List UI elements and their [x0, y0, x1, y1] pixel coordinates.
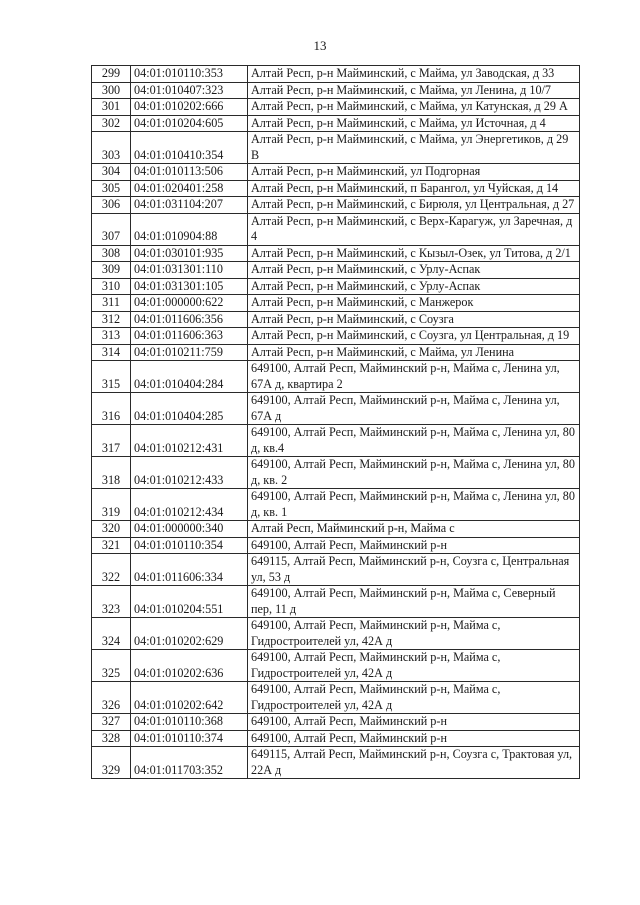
cadastral-number-cell: 04:01:010202:642 [131, 682, 248, 714]
row-number-cell: 301 [92, 99, 131, 116]
cadastral-number-cell: 04:01:010110:374 [131, 730, 248, 747]
address-cell: Алтай Респ, р-н Майминский, с Майма, ул Источная, д 4 [248, 115, 580, 132]
table-row [92, 295, 580, 312]
cadastral-number-cell: 04:01:010410:354 [131, 132, 248, 164]
row-number-cell: 304 [92, 164, 131, 181]
address-cell: Алтай Респ, р-н Майминский, с Манжерок [248, 295, 580, 312]
cadastral-number-cell: 04:01:010204:605 [131, 115, 248, 132]
cadastral-number-cell: 04:01:010110:354 [131, 537, 248, 554]
row-number-cell: 318 [92, 457, 131, 489]
cadastral-number-cell: 04:01:000000:340 [131, 521, 248, 538]
address-cell: Алтай Респ, р-н Майминский, с Майма, ул Энергетиков, д 29 В [248, 132, 580, 164]
address-cell: Алтай Респ, р-н Майминский, п Барангол, ул Чуйская, д 14 [248, 180, 580, 197]
row-number-cell: 329 [92, 747, 131, 779]
table-row [92, 245, 580, 262]
cadastral-number-cell: 04:01:031104:207 [131, 197, 248, 214]
address-cell: Алтай Респ, р-н Майминский, с Майма, ул Ленина, д 10/7 [248, 82, 580, 99]
row-number-cell: 327 [92, 714, 131, 731]
table-row [92, 213, 580, 245]
table-row [92, 344, 580, 361]
table-row [92, 361, 580, 393]
address-cell: Алтай Респ, р-н Майминский, с Майма, ул Заводская, д 33 [248, 66, 580, 83]
cadastral-number-cell: 04:01:011703:352 [131, 747, 248, 779]
row-number-cell: 315 [92, 361, 131, 393]
address-cell: Алтай Респ, р-н Майминский, с Урлу-Аспак [248, 262, 580, 279]
row-number-cell: 308 [92, 245, 131, 262]
table-row [92, 132, 580, 164]
row-number-cell: 320 [92, 521, 131, 538]
cadastral-number-cell: 04:01:031301:110 [131, 262, 248, 279]
address-cell: Алтай Респ, р-н Майминский, с Соузга, ул Центральная, д 19 [248, 328, 580, 345]
table-row [92, 586, 580, 618]
row-number-cell: 302 [92, 115, 131, 132]
table-row [92, 521, 580, 538]
registry-table-body [92, 66, 580, 779]
row-number-cell: 321 [92, 537, 131, 554]
row-number-cell: 325 [92, 650, 131, 682]
table-row [92, 714, 580, 731]
row-number-cell: 303 [92, 132, 131, 164]
row-number-cell: 299 [92, 66, 131, 83]
page-number: 13 [313, 38, 327, 53]
address-cell: 649100, Алтай Респ, Майминский р-н, Майма с, Гидростроителей ул, 42А д [248, 618, 580, 650]
cadastral-number-cell: 04:01:030101:935 [131, 245, 248, 262]
cadastral-number-cell: 04:01:011606:356 [131, 311, 248, 328]
cadastral-number-cell: 04:01:010202:666 [131, 99, 248, 116]
cadastral-number-cell: 04:01:010212:434 [131, 489, 248, 521]
address-cell: Алтай Респ, р-н Майминский, с Соузга [248, 311, 580, 328]
address-cell: 649100, Алтай Респ, Майминский р-н, Майма с, Ленина ул, 80 д, кв. 2 [248, 457, 580, 489]
cadastral-number-cell: 04:01:010202:629 [131, 618, 248, 650]
address-cell: Алтай Респ, р-н Майминский, с Майма, ул Катунская, д 29 А [248, 99, 580, 116]
row-number-cell: 307 [92, 213, 131, 245]
address-cell: Алтай Респ, р-н Майминский, с Кызыл-Озек, ул Титова, д 2/1 [248, 245, 580, 262]
cadastral-number-cell: 04:01:020401:258 [131, 180, 248, 197]
cadastral-number-cell: 04:01:010113:506 [131, 164, 248, 181]
table-row [92, 618, 580, 650]
cadastral-number-cell: 04:01:010404:285 [131, 393, 248, 425]
table-row [92, 311, 580, 328]
address-cell: Алтай Респ, р-н Майминский, с Урлу-Аспак [248, 278, 580, 295]
row-number-cell: 306 [92, 197, 131, 214]
table-row [92, 262, 580, 279]
row-number-cell: 312 [92, 311, 131, 328]
row-number-cell: 309 [92, 262, 131, 279]
address-cell: 649115, Алтай Респ, Майминский р-н, Соузга с, Центральная ул, 53 д [248, 554, 580, 586]
cadastral-number-cell: 04:01:011606:363 [131, 328, 248, 345]
row-number-cell: 311 [92, 295, 131, 312]
table-row [92, 164, 580, 181]
cadastral-number-cell: 04:01:010211:759 [131, 344, 248, 361]
address-cell: 649100, Алтай Респ, Майминский р-н, Майма с, Гидростроителей ул, 42А д [248, 682, 580, 714]
address-cell: 649100, Алтай Респ, Майминский р-н, Майма с, Ленина ул, 67А д, квартира 2 [248, 361, 580, 393]
cadastral-number-cell: 04:01:031301:105 [131, 278, 248, 295]
cadastral-number-cell: 04:01:010404:284 [131, 361, 248, 393]
registry-table [91, 65, 580, 779]
address-cell: Алтай Респ, р-н Майминский, ул Подгорная [248, 164, 580, 181]
table-row [92, 393, 580, 425]
cadastral-number-cell: 04:01:000000:622 [131, 295, 248, 312]
table-row [92, 180, 580, 197]
address-cell: 649100, Алтай Респ, Майминский р-н, Майма с, Ленина ул, 67А д [248, 393, 580, 425]
table-row [92, 730, 580, 747]
row-number-cell: 305 [92, 180, 131, 197]
table-row [92, 278, 580, 295]
cadastral-number-cell: 04:01:011606:334 [131, 554, 248, 586]
table-row [92, 537, 580, 554]
address-cell: 649100, Алтай Респ, Майминский р-н, Майма с, Гидростроителей ул, 42А д [248, 650, 580, 682]
table-row [92, 489, 580, 521]
row-number-cell: 322 [92, 554, 131, 586]
address-cell: 649100, Алтай Респ, Майминский р-н, Майма с, Ленина ул, 80 д, кв. 1 [248, 489, 580, 521]
row-number-cell: 310 [92, 278, 131, 295]
row-number-cell: 328 [92, 730, 131, 747]
table-row [92, 682, 580, 714]
row-number-cell: 316 [92, 393, 131, 425]
table-row [92, 82, 580, 99]
table-row [92, 650, 580, 682]
row-number-cell: 324 [92, 618, 131, 650]
address-cell: 649100, Алтай Респ, Майминский р-н [248, 537, 580, 554]
cadastral-number-cell: 04:01:010110:368 [131, 714, 248, 731]
address-cell: 649100, Алтай Респ, Майминский р-н, Майма с, Ленина ул, 80 д, кв.4 [248, 425, 580, 457]
table-row [92, 425, 580, 457]
address-cell: Алтай Респ, р-н Майминский, с Майма, ул Ленина [248, 344, 580, 361]
table-row [92, 99, 580, 116]
table-row [92, 328, 580, 345]
table-row [92, 197, 580, 214]
address-cell: 649100, Алтай Респ, Майминский р-н [248, 714, 580, 731]
table-row [92, 66, 580, 83]
row-number-cell: 314 [92, 344, 131, 361]
row-number-cell: 300 [92, 82, 131, 99]
address-cell: Алтай Респ, р-н Майминский, с Бирюля, ул Центральная, д 27 [248, 197, 580, 214]
cadastral-number-cell: 04:01:010212:431 [131, 425, 248, 457]
address-cell: Алтай Респ, р-н Майминский, с Верх-Карагуж, ул Заречная, д 4 [248, 213, 580, 245]
address-cell: Алтай Респ, Майминский р-н, Майма с [248, 521, 580, 538]
row-number-cell: 319 [92, 489, 131, 521]
cadastral-number-cell: 04:01:010110:353 [131, 66, 248, 83]
cadastral-number-cell: 04:01:010407:323 [131, 82, 248, 99]
table-row [92, 554, 580, 586]
cadastral-number-cell: 04:01:010904:88 [131, 213, 248, 245]
row-number-cell: 323 [92, 586, 131, 618]
cadastral-number-cell: 04:01:010212:433 [131, 457, 248, 489]
row-number-cell: 326 [92, 682, 131, 714]
table-row [92, 115, 580, 132]
cadastral-number-cell: 04:01:010204:551 [131, 586, 248, 618]
address-cell: 649100, Алтай Респ, Майминский р-н, Майма с, Северный пер, 11 д [248, 586, 580, 618]
table-row [92, 747, 580, 779]
row-number-cell: 313 [92, 328, 131, 345]
cadastral-number-cell: 04:01:010202:636 [131, 650, 248, 682]
address-cell: 649100, Алтай Респ, Майминский р-н [248, 730, 580, 747]
address-cell: 649115, Алтай Респ, Майминский р-н, Соузга с, Трактовая ул, 22А д [248, 747, 580, 779]
row-number-cell: 317 [92, 425, 131, 457]
table-row [92, 457, 580, 489]
